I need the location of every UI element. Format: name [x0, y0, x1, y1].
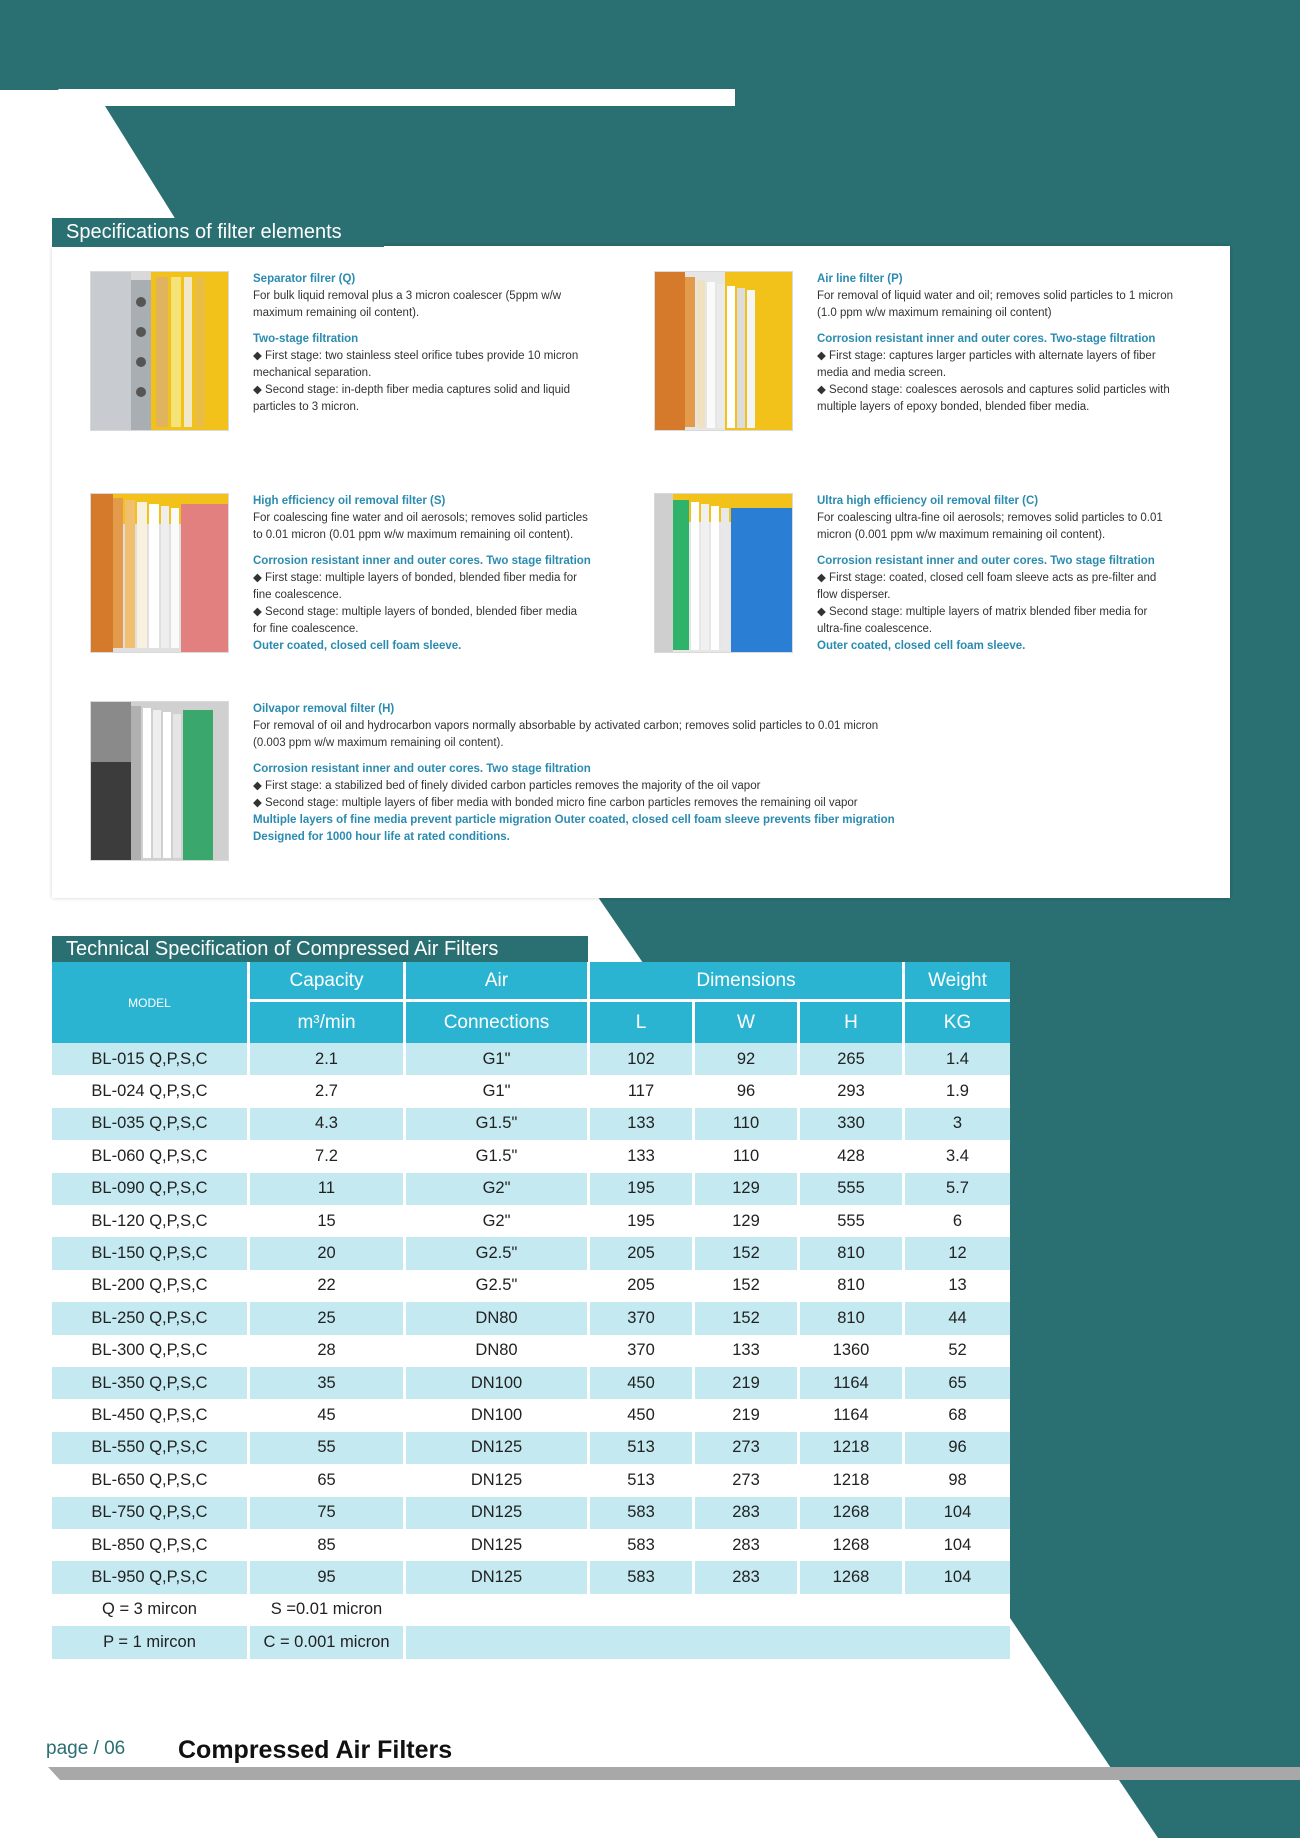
cell-width: 219 [695, 1399, 800, 1431]
filter-p-bullet-line: multiple layers of epoxy bonded, blended fiber media. [817, 401, 1090, 413]
cell-capacity: 2.1 [250, 1043, 406, 1075]
cell-width: 110 [695, 1108, 800, 1140]
cell-length: 370 [590, 1302, 695, 1334]
cell-weight: 104 [943, 1568, 972, 1587]
cell-model: BL-015 Q,P,S,C [52, 1043, 250, 1075]
cell-weight: 1.4 [946, 1049, 969, 1068]
cell-model: BL-350 Q,P,S,C [52, 1367, 250, 1399]
filter-h-bullet-line: ◆ First stage: a stabilized bed of finely divided carbon particles removes the majority of the oil vapor [253, 780, 761, 792]
cell-length: 133 [590, 1140, 695, 1172]
cell-length: 450 [590, 1367, 695, 1399]
cell-capacity: 28 [250, 1335, 406, 1367]
legend-empty-cell [406, 1626, 1010, 1658]
header-w: W [695, 1002, 800, 1043]
cell-height: 1218 [800, 1432, 905, 1464]
filter-c-subtitle: Corrosion resistant inner and outer cores. Two stage filtration [817, 555, 1155, 567]
spec-panel [52, 246, 1230, 898]
table-row [52, 1270, 1010, 1302]
table-row [52, 1205, 1010, 1237]
filter-q-subtitle: Two-stage filtration [253, 333, 359, 345]
cell-model: BL-060 Q,P,S,C [52, 1140, 250, 1172]
cell-model: BL-650 Q,P,S,C [52, 1464, 250, 1496]
cell-width: 152 [695, 1270, 800, 1302]
cell-height: 555 [800, 1205, 905, 1237]
header-dimensions: Dimensions [590, 962, 905, 1002]
filter-s-bullet-line: ◆ First stage: multiple layers of bonded, blended fiber media for [253, 572, 577, 584]
cell-capacity: 15 [250, 1205, 406, 1237]
filter-s-desc-line: to 0.01 micron (0.01 ppm w/w maximum remaining oil content). [253, 529, 574, 541]
cell-height: 1268 [800, 1497, 905, 1529]
filter-q-bullet-line: particles to 3 micron. [253, 401, 360, 413]
footer-title: Compressed Air Filters [178, 1736, 453, 1764]
cell-length: 583 [590, 1561, 695, 1593]
cell-weight: 104 [943, 1535, 972, 1554]
cell-model: BL-024 Q,P,S,C [52, 1075, 250, 1107]
cell-weight: 44 [948, 1308, 967, 1327]
cell-model: BL-250 Q,P,S,C [52, 1302, 250, 1334]
legend-q: Q = 3 mircon [52, 1594, 250, 1626]
filter-p-desc-line: (1.0 ppm w/w maximum remaining oil content) [817, 307, 1052, 319]
filter-c-bullet-line: ◆ First stage: coated, closed cell foam sleeve acts as pre-filter and [817, 572, 1157, 584]
cell-weight: 3.4 [946, 1146, 969, 1165]
cell-connection: DN125 [406, 1497, 590, 1529]
cell-model: BL-750 Q,P,S,C [52, 1497, 250, 1529]
filter-s-text [253, 493, 643, 655]
cell-width: 92 [695, 1043, 800, 1075]
filter-h-desc-line: For removal of oil and hydrocarbon vapors normally absorbable by activated carbon; removes solid particles to 0.01 micron [253, 720, 879, 732]
cell-height: 810 [800, 1302, 905, 1334]
table-row [52, 1108, 1010, 1140]
cell-connection: DN80 [406, 1302, 590, 1334]
legend-p: P = 1 mircon [52, 1626, 250, 1658]
cell-length: 513 [590, 1432, 695, 1464]
filter-q-bullet-line: mechanical separation. [253, 367, 372, 379]
legend-row [52, 1594, 1010, 1626]
table-row [52, 1561, 1010, 1593]
filter-h-note: Multiple layers of fine media prevent particle migration Outer coated, closed cell foam sleeve prevents fiber migration [253, 814, 895, 826]
cell-capacity: 35 [250, 1367, 406, 1399]
cell-model: BL-550 Q,P,S,C [52, 1432, 250, 1464]
cell-length: 583 [590, 1497, 695, 1529]
filter-s-image [90, 493, 229, 653]
footer-gray-bar [48, 1767, 1300, 1780]
filter-c-bullet-line: flow disperser. [817, 589, 891, 601]
filter-s-name: High efficiency oil removal filter (S) [253, 495, 446, 507]
legend-empty-cell [406, 1594, 1010, 1626]
cell-width: 283 [695, 1529, 800, 1561]
filter-q-bullet-line: ◆ First stage: two stainless steel orifice tubes provide 10 micron [253, 350, 579, 362]
filter-h-subtitle: Corrosion resistant inner and outer cores. Two stage filtration [253, 763, 591, 775]
filter-c-name: Ultra high efficiency oil removal filter (C) [817, 495, 1039, 507]
filter-p-name: Air line filter (P) [817, 273, 903, 285]
cell-height: 810 [800, 1237, 905, 1269]
cell-length: 117 [590, 1075, 695, 1107]
header-weight: Weight [905, 962, 1010, 1002]
filter-c-text [817, 493, 1237, 655]
cell-width: 133 [695, 1335, 800, 1367]
cell-connection: DN125 [406, 1432, 590, 1464]
filter-p-desc-line: For removal of liquid water and oil; removes solid particles to 1 micron [817, 290, 1174, 302]
cell-capacity: 55 [250, 1432, 406, 1464]
cell-connection: DN100 [406, 1367, 590, 1399]
cell-model: BL-090 Q,P,S,C [52, 1173, 250, 1205]
filter-s-bullet-line: ◆ Second stage: multiple layers of bonded, blended fiber media [253, 606, 578, 618]
header-l: L [590, 1002, 695, 1043]
cell-capacity: 7.2 [250, 1140, 406, 1172]
cell-width: 152 [695, 1237, 800, 1269]
filter-p-text [817, 271, 1237, 416]
filter-c-bullet-line: ultra-fine coalescence. [817, 623, 933, 635]
cell-capacity: 95 [250, 1561, 406, 1593]
filter-s-bullet-line: fine coalescence. [253, 589, 342, 601]
header-connections: Connections [406, 1002, 590, 1043]
header-capacity: Capacity [250, 962, 406, 1002]
cell-width: 273 [695, 1432, 800, 1464]
table-row [52, 1399, 1010, 1431]
cell-length: 205 [590, 1237, 695, 1269]
cell-weight: 13 [948, 1276, 967, 1295]
cell-model: BL-850 Q,P,S,C [52, 1529, 250, 1561]
cell-connection: G1.5" [406, 1108, 590, 1140]
filter-s-subtitle: Corrosion resistant inner and outer cores. Two stage filtration [253, 555, 591, 567]
cell-capacity: 45 [250, 1399, 406, 1431]
table-row [52, 1464, 1010, 1496]
cell-weight: 65 [948, 1373, 967, 1392]
cell-capacity: 2.7 [250, 1075, 406, 1107]
filter-q-text [253, 271, 643, 416]
table-row [52, 1043, 1010, 1075]
table-row [52, 1302, 1010, 1334]
cell-weight: 6 [952, 1211, 963, 1230]
cell-length: 513 [590, 1464, 695, 1496]
cell-weight: 52 [948, 1341, 967, 1360]
filter-s-bullet-line: for fine coalescence. [253, 623, 359, 635]
legend-s: S =0.01 micron [250, 1594, 406, 1626]
filter-c-image [654, 493, 793, 653]
cell-connection: DN80 [406, 1335, 590, 1367]
filter-q-name: Separator filrer (Q) [253, 273, 356, 285]
cell-weight: 5.7 [946, 1179, 969, 1198]
cell-model: BL-300 Q,P,S,C [52, 1335, 250, 1367]
cell-length: 102 [590, 1043, 695, 1075]
cell-width: 283 [695, 1497, 800, 1529]
white-stripe [58, 89, 735, 106]
cell-length: 450 [590, 1399, 695, 1431]
table-row [52, 1140, 1010, 1172]
cell-height: 1164 [800, 1399, 905, 1431]
filter-c-bullet-line: ◆ Second stage: multiple layers of matrix blended fiber media for [817, 606, 1148, 618]
cell-width: 273 [695, 1464, 800, 1496]
cell-weight: 104 [943, 1503, 972, 1522]
table-row [52, 1237, 1010, 1269]
cell-height: 265 [800, 1043, 905, 1075]
filter-h-name: Oilvapor removal filter (H) [253, 703, 395, 715]
cell-length: 583 [590, 1529, 695, 1561]
cell-capacity: 85 [250, 1529, 406, 1561]
filter-q-bullet-line: ◆ Second stage: in-depth fiber media captures solid and liquid [253, 384, 570, 396]
header-kg: KG [905, 1002, 1010, 1043]
cell-connection: G2" [406, 1205, 590, 1237]
filter-p-bullet-line: media and media screen. [817, 367, 947, 379]
filter-p-bullet-line: ◆ First stage: captures larger particles with alternate layers of fiber [817, 350, 1156, 362]
table-row [52, 1529, 1010, 1561]
cell-height: 810 [800, 1270, 905, 1302]
header-air: Air [406, 962, 590, 1002]
cell-height: 1268 [800, 1561, 905, 1593]
filter-p-image [654, 271, 793, 431]
cell-width: 110 [695, 1140, 800, 1172]
filter-c-desc-line: For coalescing ultra-fine oil aerosols; removes solid particles to 0.01 [817, 512, 1163, 524]
cell-model: BL-450 Q,P,S,C [52, 1399, 250, 1431]
cell-capacity: 75 [250, 1497, 406, 1529]
legend-c: C = 0.001 micron [250, 1626, 406, 1658]
cell-capacity: 22 [250, 1270, 406, 1302]
cell-model: BL-200 Q,P,S,C [52, 1270, 250, 1302]
cell-weight: 12 [948, 1244, 967, 1263]
cell-connection: DN125 [406, 1464, 590, 1496]
cell-height: 1218 [800, 1464, 905, 1496]
cell-model: BL-035 Q,P,S,C [52, 1108, 250, 1140]
cell-connection: G1" [406, 1075, 590, 1107]
cell-connection: DN125 [406, 1561, 590, 1593]
filter-s-desc-line: For coalescing fine water and oil aerosols; removes solid particles [253, 512, 588, 524]
cell-connection: G1" [406, 1043, 590, 1075]
cell-weight: 68 [948, 1406, 967, 1425]
cell-connection: G1.5" [406, 1140, 590, 1172]
filter-q-desc-line: For bulk liquid removal plus a 3 micron coalescer (5ppm w/w [253, 290, 562, 302]
cell-connection: DN100 [406, 1399, 590, 1431]
cell-height: 1164 [800, 1367, 905, 1399]
cell-height: 555 [800, 1173, 905, 1205]
table-title: Technical Specification of Compressed Air Filters [52, 936, 588, 962]
cell-capacity: 11 [250, 1173, 406, 1205]
cell-length: 133 [590, 1108, 695, 1140]
cell-connection: G2.5" [406, 1237, 590, 1269]
legend-row [52, 1626, 1010, 1658]
table-row [52, 1497, 1010, 1529]
filter-q-image [90, 271, 229, 431]
cell-model: BL-120 Q,P,S,C [52, 1205, 250, 1237]
table-row [52, 1432, 1010, 1464]
cell-connection: G2.5" [406, 1270, 590, 1302]
cell-height: 428 [800, 1140, 905, 1172]
cell-capacity: 25 [250, 1302, 406, 1334]
filter-c-desc-line: micron (0.001 ppm w/w maximum remaining oil content). [817, 529, 1106, 541]
table-row [52, 1173, 1010, 1205]
cell-width: 283 [695, 1561, 800, 1593]
cell-width: 96 [695, 1075, 800, 1107]
filter-h-desc-line: (0.003 ppm w/w maximum remaining oil content). [253, 737, 504, 749]
header-h: H [800, 1002, 905, 1043]
cell-height: 1360 [800, 1335, 905, 1367]
cell-height: 1268 [800, 1529, 905, 1561]
filter-h-text [253, 701, 1153, 846]
cell-length: 205 [590, 1270, 695, 1302]
cell-height: 293 [800, 1075, 905, 1107]
cell-width: 129 [695, 1173, 800, 1205]
cell-weight: 96 [948, 1438, 967, 1457]
page-number: page / 06 [46, 1738, 126, 1759]
cell-width: 152 [695, 1302, 800, 1334]
cell-model: BL-950 Q,P,S,C [52, 1561, 250, 1593]
cell-width: 219 [695, 1367, 800, 1399]
filter-s-note: Outer coated, closed cell foam sleeve. [253, 640, 462, 652]
cell-length: 195 [590, 1205, 695, 1237]
cell-connection: DN125 [406, 1529, 590, 1561]
table-row [52, 1075, 1010, 1107]
cell-capacity: 4.3 [250, 1108, 406, 1140]
cell-length: 370 [590, 1335, 695, 1367]
cell-length: 195 [590, 1173, 695, 1205]
filter-p-subtitle: Corrosion resistant inner and outer cores. Two-stage filtration [817, 333, 1156, 345]
filter-h-note: Designed for 1000 hour life at rated conditions. [253, 831, 510, 843]
cell-width: 129 [695, 1205, 800, 1237]
filter-c-note: Outer coated, closed cell foam sleeve. [817, 640, 1026, 652]
table-row [52, 1367, 1010, 1399]
cell-connection: G2" [406, 1173, 590, 1205]
header-model: MODEL [52, 962, 250, 1043]
filter-h-image [90, 701, 229, 861]
cell-weight: 3 [952, 1114, 963, 1133]
header-capacity-unit: m³/min [250, 1002, 406, 1043]
cell-model: BL-150 Q,P,S,C [52, 1237, 250, 1269]
cell-capacity: 65 [250, 1464, 406, 1496]
cell-weight: 1.9 [946, 1082, 969, 1101]
cell-height: 330 [800, 1108, 905, 1140]
spec-section-title: Specifications of filter elements [52, 218, 384, 247]
filter-q-desc-line: maximum remaining oil content). [253, 307, 420, 319]
cell-weight: 98 [948, 1470, 967, 1489]
cell-capacity: 20 [250, 1237, 406, 1269]
filter-h-bullet-line: ◆ Second stage: multiple layers of fiber media with bonded micro fine carbon particles removes the remaining oil vapor [253, 797, 858, 809]
filter-p-bullet-line: ◆ Second stage: coalesces aerosols and captures solid particles with [817, 384, 1170, 396]
table-row [52, 1335, 1010, 1367]
